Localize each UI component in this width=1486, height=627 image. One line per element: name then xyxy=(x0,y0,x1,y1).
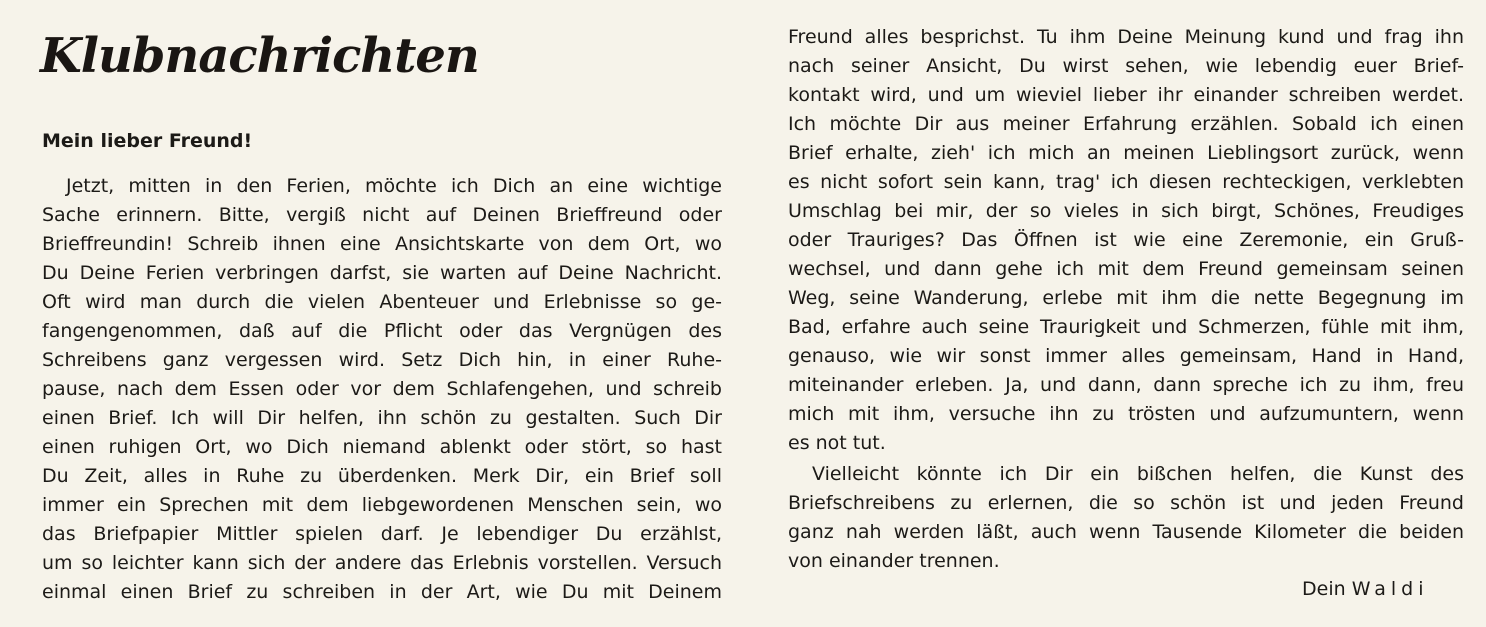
text-line: Vielleicht könnte ich Dir ein bißchen helfen, die Kunst des xyxy=(812,463,1464,485)
text-line: wechsel, und dann gehe ich mit dem Freund gemeinsam seinen xyxy=(788,258,1464,280)
right-column xyxy=(788,23,1464,576)
text-line: Oft wird man durch die vielen Abenteuer und Erlebnisse so ge- xyxy=(42,291,722,313)
text-line: Bad, erfahre auch seine Traurigkeit und Schmerzen, fühle mit ihm, xyxy=(788,316,1464,338)
text-line: Briefschreibens zu erlernen, die so schön ist und jeden Freund xyxy=(788,492,1464,514)
text-line: es nicht sofort sein kann, trag' ich diesen rechteckigen, verklebten xyxy=(788,171,1464,193)
text-line: Freund alles besprichst. Tu ihm Deine Meinung kund und frag ihn xyxy=(788,26,1464,48)
text-line: einen Brief. Ich will Dir helfen, ihn schön zu gestalten. Such Dir xyxy=(42,407,722,429)
text-line: Du Zeit, alles in Ruhe zu überdenken. Merk Dir, ein Brief soll xyxy=(42,465,722,487)
text-line: genauso, wie wir sonst immer alles gemeinsam, Hand in Hand, xyxy=(788,345,1464,367)
left-paragraph xyxy=(42,172,722,607)
text-line: einmal einen Brief zu schreiben in der Art, wie Du mit Deinem xyxy=(42,581,722,603)
text-line: Jetzt, mitten in den Ferien, möchte ich Dich an eine wichtige xyxy=(66,175,722,197)
left-column xyxy=(42,172,722,607)
text-line: mich mit ihm, versuche ihn zu trösten und aufzumuntern, wenn xyxy=(788,403,1464,425)
text-line: nach seiner Ansicht, Du wirst sehen, wie lebendig euer Brief- xyxy=(788,55,1464,77)
text-line: Brief erhalte, zieh' ich mich an meinen Lieblingsort zurück, wenn xyxy=(788,142,1464,164)
text-line: Brieffreundin! Schreib ihnen eine Ansichtskarte von dem Ort, wo xyxy=(42,233,722,255)
text-line: Sache erinnern. Bitte, vergiß nicht auf Deinen Brieffreund oder xyxy=(42,204,722,226)
signature-prefix: Dein xyxy=(1302,578,1346,600)
text-line: Schreibens ganz vergessen wird. Setz Dich hin, in einer Ruhe- xyxy=(42,349,722,371)
text-line: pause, nach dem Essen oder vor dem Schlafengehen, und schreib xyxy=(42,378,722,400)
text-line: miteinander erleben. Ja, und dann, dann spreche ich zu ihm, freu xyxy=(788,374,1464,396)
text-line: fangengenommen, daß auf die Pflicht oder das Vergnügen des xyxy=(42,320,722,342)
text-line: Ich möchte Dir aus meiner Erfahrung erzählen. Sobald ich einen xyxy=(788,113,1464,135)
text-line: Umschlag bei mir, der so vieles in sich birgt, Schönes, Freudiges xyxy=(788,200,1464,222)
right-paragraph-1 xyxy=(788,23,1464,458)
text-line: es not tut. xyxy=(788,432,886,454)
page-title: Klubnachrichten xyxy=(40,28,479,84)
text-line: von einander trennen. xyxy=(788,550,1000,572)
right-paragraph-2 xyxy=(788,460,1464,576)
text-line: um so leichter kann sich der andere das Erlebnis vorstellen. Versuch xyxy=(42,552,722,574)
signature-name: Waldi xyxy=(1351,578,1429,600)
text-line: das Briefpapier Mittler spielen darf. Je lebendiger Du erzählst, xyxy=(42,523,722,545)
salutation: Mein lieber Freund! xyxy=(42,130,253,152)
text-line: Weg, seine Wanderung, erlebe mit ihm die nette Begegnung im xyxy=(788,287,1464,309)
text-line: oder Trauriges? Das Öffnen ist wie eine Zeremonie, ein Gruß- xyxy=(788,229,1464,251)
text-line: einen ruhigen Ort, wo Dich niemand ablenkt oder stört, so hast xyxy=(42,436,722,458)
text-line: immer ein Sprechen mit dem liebgewordenen Menschen sein, wo xyxy=(42,494,722,516)
text-line: ganz nah werden läßt, auch wenn Tausende Kilometer die beiden xyxy=(788,521,1464,543)
signature xyxy=(1302,575,1429,604)
text-line: Du Deine Ferien verbringen darfst, sie warten auf Deine Nachricht. xyxy=(42,262,722,284)
text-line: kontakt wird, und um wieviel lieber ihr einander schreiben werdet. xyxy=(788,84,1464,106)
